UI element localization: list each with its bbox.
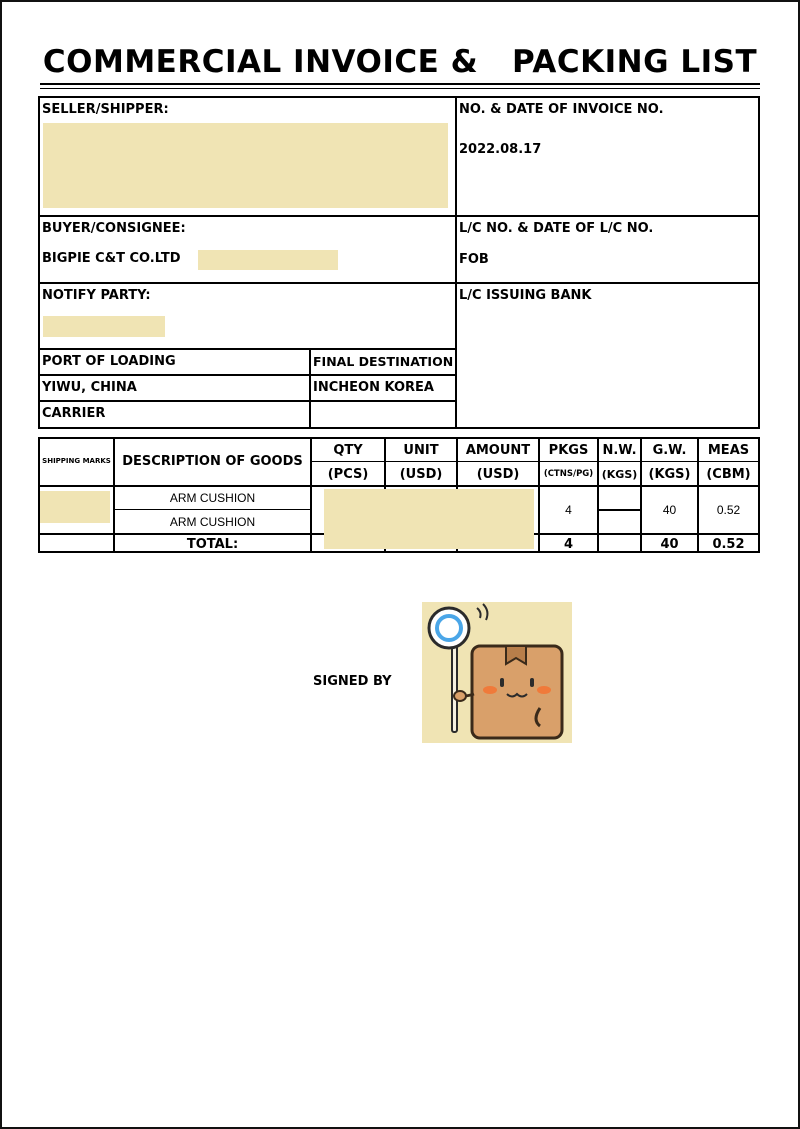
notify-label: NOTIFY PARTY:	[42, 288, 151, 303]
pkgs-header: PKGS	[548, 443, 589, 458]
qty-unit-header: (PCS)	[327, 467, 369, 482]
buyer-redaction	[198, 250, 338, 270]
description-header: DESCRIPTION OF GOODS	[122, 454, 303, 469]
signature-stamp	[422, 602, 572, 743]
shipping-marks-redaction	[40, 491, 110, 523]
document-title: COMMERCIAL INVOICE & PACKING LIST	[42, 44, 758, 80]
total-meas: 0.52	[712, 537, 745, 552]
meas-header: MEAS	[707, 443, 750, 458]
gw-value: 40	[662, 503, 677, 517]
buyer-name: BIGPIE C&T CO.LTD	[42, 251, 181, 266]
pkgs-value: 4	[565, 503, 572, 517]
lc-value: FOB	[459, 252, 489, 267]
qty-header: QTY	[333, 443, 363, 458]
buyer-label: BUYER/CONSIGNEE:	[42, 221, 186, 236]
final-destination-label: FINAL DESTINATION	[313, 354, 454, 369]
port-loading-value: YIWU, CHINA	[42, 380, 137, 395]
unit-unit-header: (USD)	[399, 467, 443, 482]
carrier-label: CARRIER	[42, 406, 106, 421]
meas-unit-header: (CBM)	[706, 467, 751, 482]
invoice-date: 2022.08.17	[459, 142, 542, 157]
final-destination-value: INCHEON KOREA	[313, 380, 434, 395]
title-rule-thin	[40, 88, 760, 89]
title-rule	[40, 83, 760, 85]
issuing-bank-label: L/C ISSUING BANK	[459, 288, 592, 303]
table-row-description: ARM CUSHION	[169, 515, 256, 529]
nw-header: N.W.	[602, 443, 637, 458]
notify-redaction	[43, 316, 165, 337]
pkgs-unit-header: (CTNS/PG)	[543, 469, 594, 479]
price-redaction	[324, 489, 534, 549]
invoice-label: NO. & DATE OF INVOICE NO.	[459, 102, 664, 117]
total-pkgs: 4	[563, 537, 574, 552]
gw-header: G.W.	[652, 443, 687, 458]
meas-value: 0.52	[716, 503, 741, 517]
shipping-marks-header: SHIPPING MARKS	[42, 457, 111, 465]
signed-by-label: SIGNED BY	[313, 674, 392, 689]
gw-unit-header: (KGS)	[648, 467, 691, 482]
amount-header: AMOUNT	[465, 443, 531, 458]
amount-unit-header: (USD)	[476, 467, 520, 482]
table-row-description: ARM CUSHION	[169, 491, 256, 505]
seller-label: SELLER/SHIPPER:	[42, 102, 169, 117]
total-label: TOTAL:	[186, 537, 239, 552]
unit-header: UNIT	[403, 443, 439, 458]
total-gw: 40	[660, 537, 679, 552]
nw-unit-header: (KGS)	[601, 468, 638, 481]
lc-label: L/C NO. & DATE OF L/C NO.	[459, 221, 654, 236]
box-mascot-icon	[422, 602, 572, 743]
seller-redaction	[43, 123, 448, 208]
port-loading-label: PORT OF LOADING	[42, 354, 176, 369]
